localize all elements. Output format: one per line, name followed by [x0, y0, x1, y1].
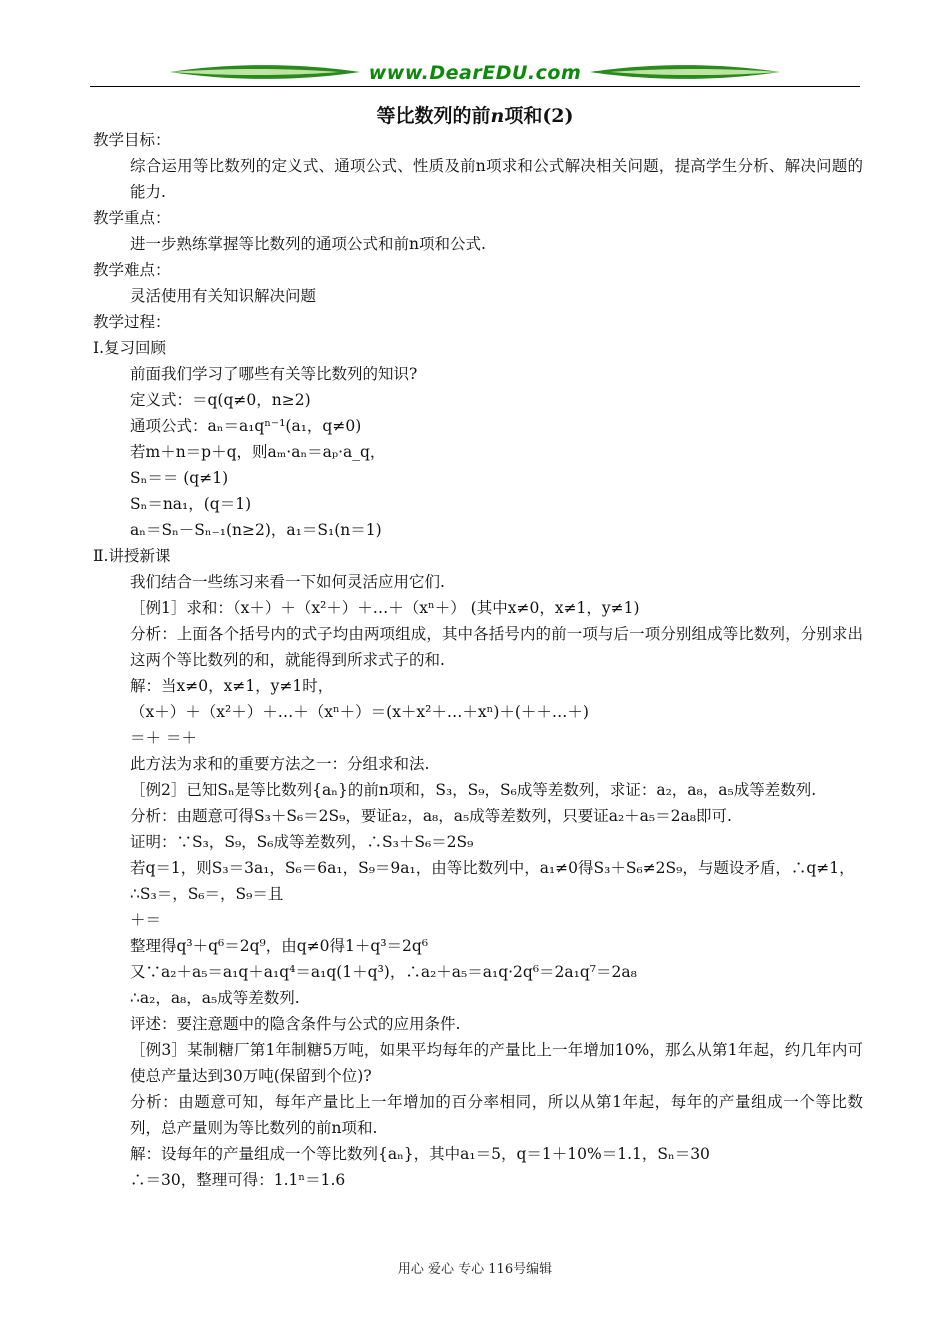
page-title: 等比数列的前n项和(2): [376, 105, 574, 127]
paragraph: 分析：由题意可得S₃＋S₆＝2S₉，要证a₂，a₈，a₅成等差数列，只要证a₂＋a₅＝2a₈即可.: [130, 807, 732, 825]
paragraph: 综合运用等比数列的定义式、通项公式、性质及前n项求和公式解决相关问题，提高学生分析、解决问题的能力.: [130, 157, 863, 201]
paragraph: 进一步熟练掌握等比数列的通项公式和前n项和公式.: [130, 235, 486, 253]
paragraph: 评述：要注意题中的隐含条件与公式的应用条件.: [130, 1015, 461, 1033]
paragraph: 证明：∵S₃，S₉，S₆成等差数列，∴S₃＋S₆＝2S₉: [130, 833, 474, 851]
paragraph: 分析：上面各个括号内的式子均由两项组成，其中各括号内的前一项与后一项分别组成等比数列，分别求出这两个等比数列的和，就能得到所求式子的和.: [130, 625, 863, 669]
formula-line: ＋＝: [130, 911, 162, 929]
section-heading-new-lesson: Ⅱ.讲授新课: [93, 547, 171, 565]
site-name: www.DearEDU.com: [368, 62, 582, 84]
formula-line: 又∵a₂＋a₅＝a₁q＋a₁q⁴＝a₁q(1＋q³)，∴a₂＋a₅＝a₁q·2q⁶＝2a₁q⁷＝2a₈: [130, 963, 637, 981]
section-heading-review: Ⅰ.复习回顾: [93, 339, 167, 357]
heading-process: 教学过程：: [93, 313, 171, 331]
formula-line: aₙ＝Sₙ－Sₙ₋₁(n≥2)，a₁＝S₁(n＝1): [130, 521, 382, 539]
paragraph: 解：设每年的产量组成一个等比数列{aₙ}，其中a₁＝5，q＝1＋10%＝1.1，Sₙ＝30: [130, 1145, 710, 1163]
example-3: ［例3］某制糖厂第1年制糖5万吨，如果平均每年的产量比上一年增加10%，那么从第1年起，约几年内可使总产量达到30万吨(保留到个位)?: [130, 1041, 863, 1085]
formula-line: 整理得q³＋q⁶＝2q⁹，由q≠0得1＋q³＝2q⁶: [130, 937, 429, 955]
formula-line: 通项公式：aₙ＝a₁qⁿ⁻¹(a₁，q≠0): [130, 417, 362, 435]
paragraph: 此方法为求和的重要方法之一：分组求和法.: [130, 755, 430, 773]
formula-line: （x＋）＋（x²＋）＋…＋（xⁿ＋）＝(x＋x²＋…＋xⁿ)＋(＋＋…＋): [130, 703, 589, 721]
heading-difficulties: 教学难点：: [93, 261, 171, 279]
formula-line: ∴＝30，整理可得：1.1ⁿ＝1.6: [130, 1171, 346, 1189]
formula-line: Sₙ＝＝ (q≠1): [130, 469, 229, 487]
document-body: [93, 127, 863, 1193]
example-1: ［例1］求和：（x＋）＋（x²＋）＋…＋（xⁿ＋） (其中x≠0，x≠1，y≠1): [130, 599, 640, 617]
page-footer: 用心 爱心 专心 116号编辑: [397, 1262, 553, 1277]
heading-key-points: 教学重点：: [93, 209, 171, 227]
paragraph: 解：当x≠0，x≠1，y≠1时，: [130, 677, 334, 695]
formula-line: 定义式：＝q(q≠0，n≥2): [130, 391, 311, 409]
heading-goals: 教学目标：: [93, 131, 171, 149]
paragraph: ∴a₂，a₈，a₅成等差数列.: [130, 989, 300, 1007]
paragraph: 分析：由题意可知，每年产量比上一年增加的百分率相同，所以从第1年起，每年的产量组成一个等比数列，总产量则为等比数列的前n项和.: [130, 1093, 863, 1137]
formula-line: ∴S₃＝，S₆＝，S₉＝且: [130, 885, 284, 903]
example-2: ［例2］已知Sₙ是等比数列{aₙ}的前n项和，S₃，S₉，S₆成等差数列，求证：a₂，a₈，a₅成等差数列.: [130, 781, 817, 799]
formula-line: ＝＋ ＝＋: [130, 729, 197, 747]
paragraph: 若q＝1，则S₃＝3a₁，S₆＝6a₁，S₉＝9a₁，由等比数列中，a₁≠0得S₃＋S₆≠2S₉，与题设矛盾，∴q≠1，: [130, 859, 855, 877]
paragraph: 前面我们学习了哪些有关等比数列的知识?: [130, 365, 418, 383]
paragraph: 我们结合一些练习来看一下如何灵活应用它们.: [130, 573, 445, 591]
formula-line: Sₙ＝na₁，(q＝1): [130, 495, 252, 513]
header-rule: [90, 86, 860, 87]
paragraph: 灵活使用有关知识解决问题: [130, 287, 317, 305]
formula-line: 若m＋n＝p＋q，则aₘ·aₙ＝aₚ·a_q，: [130, 443, 386, 461]
